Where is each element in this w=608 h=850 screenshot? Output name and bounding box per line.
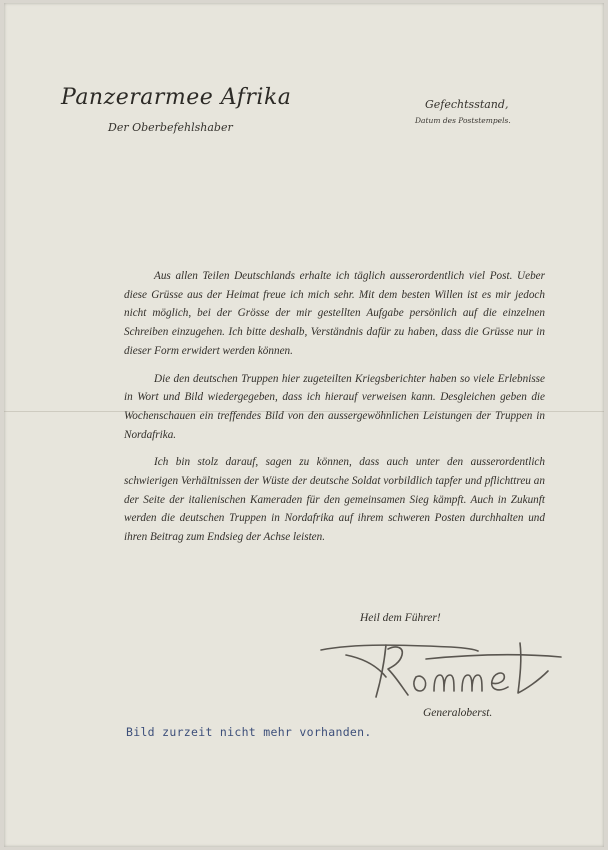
letter-sheet <box>4 3 604 847</box>
letterhead-title: Panzerarmee Afrika <box>61 85 292 110</box>
typed-note: Bild zurzeit nicht mehr vorhanden. <box>126 725 372 739</box>
body-paragraph-1: Aus allen Teilen Deutschlands erhalte ich täglich ausserordentlich viel Post. Ueber diese Grüsse aus der Heimat freue ich mich sehr. Mit dem besten Willen ist es mir jedoch nicht möglich, bei der Grösse der mir gestellten Aufgabe persönlich auf die einzelnen Schreiben einzugehen. Ich bitte deshalb, Verständnis dafür zu haben, dass die Grüsse nur in dieser Form erwidert werden können. <box>124 270 545 357</box>
letter-body <box>124 267 545 556</box>
closing-salutation: Heil dem Führer! <box>360 612 441 624</box>
signatory-rank: Generaloberst. <box>423 707 493 719</box>
handwritten-signature <box>316 625 576 709</box>
body-paragraph-2: Die den deutschen Truppen hier zugeteilten Kriegsberichter haben so viele Erlebnisse in Wort und Bild wiedergegeben, dass ich hierauf verweisen kann. Desgleichen geben die Wochenschauen ein treffendes Bild von den aussergewöhnlichen Leistungen der Truppen in Nordafrika. <box>124 372 545 441</box>
letterhead-location: Gefechtsstand, <box>425 98 509 111</box>
body-paragraph-3: Ich bin stolz darauf, sagen zu können, dass auch unter den ausserordentlich schwierigen Verhältnissen der Wüste der deutsche Soldat vorbildlich tapfer und pflichttreu an der Seite der italienischen Kameraden für den gemeinsamen Sieg kämpft. Auch in Zukunft werden die deutschen Truppen in Nordafrika auf ihrem schweren Posten durchhalten und ihren Beitrag zum Endsieg der Achse leisten. <box>124 456 545 544</box>
letterhead-date-note: Datum des Poststempels. <box>415 116 511 125</box>
letterhead-subtitle: Der Oberbefehlshaber <box>108 121 233 134</box>
